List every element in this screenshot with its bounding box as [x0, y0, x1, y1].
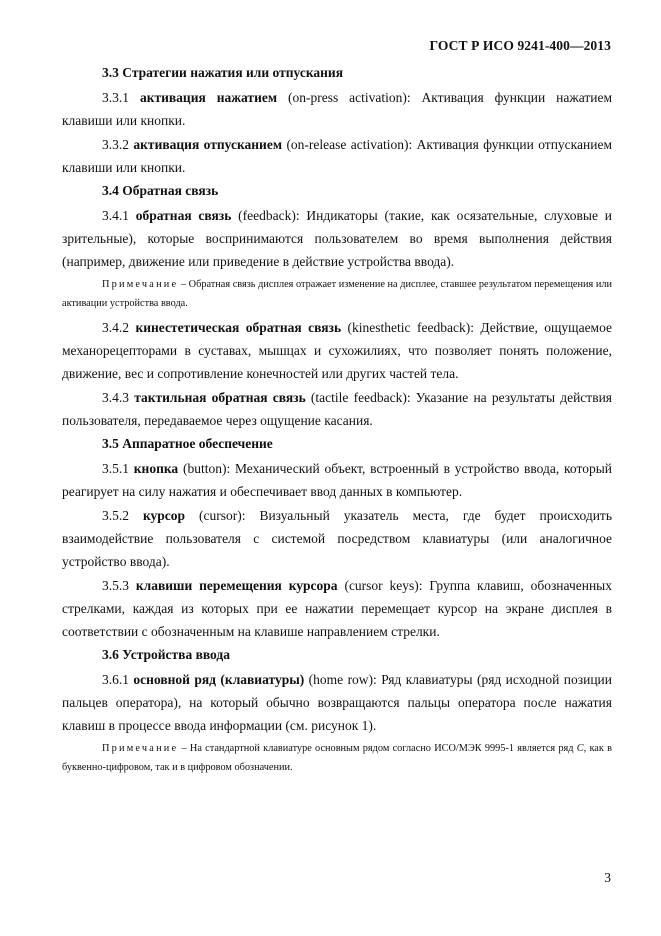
note-label: Примечание [102, 743, 179, 754]
term-definition: (feedback): Индикаторы (такие, как осязательные, слуховые и зрительные), которые воспринимаются пользователем во время выполнения действия (например, движение или приведение в действие устройства ввода). [62, 208, 612, 269]
term-3-4-3 [62, 386, 612, 432]
page-number: 3 [604, 870, 611, 885]
note-text-end: , как в буквенно-цифровом, так и в цифровом обозначении. [62, 743, 612, 773]
term-number: 3.5.3 [102, 578, 129, 593]
term-definition: (home row): Ряд клавиатуры (ряд исходной позиции пальцев оператора), на который обычно возвращаются пальцы оператора после нажатия клавиш в процессе ввода информации (см. рисунок 1). [62, 672, 613, 733]
term-number: 3.3.1 [102, 90, 129, 105]
term-name: кнопка [133, 461, 179, 476]
term-name: клавиши перемещения курсора [135, 578, 338, 593]
term-name: активация отпусканием [133, 137, 283, 152]
note-3-4-1 [62, 275, 612, 313]
term-name: обратная связь [135, 208, 232, 223]
term-number: 3.6.1 [102, 672, 129, 687]
note-text: – На стандартной клавиатуре основным рядом согласно ИСО/МЭК 9995-1 является ряд [178, 743, 577, 754]
page-body [62, 62, 612, 780]
note-3-6-1 [62, 739, 612, 777]
section-heading-3-3: 3.3 Стратегии нажатия или отпускания [102, 65, 344, 80]
term-definition: (kinesthetic feedback): Действие, ощущаемое механорецепторами в суставах, мышцах и сухожилиях, что позволяет понять положение, движение, вес и сопротивление конечностей или других частей тела. [62, 320, 613, 381]
term-definition: (cursor): Визуальный указатель места, где будет происходить взаимодействие пользователя с системой посредством клавиатуры (или аналогичное устройство ввода). [62, 508, 612, 569]
section-heading-3-4: 3.4 Обратная связь [102, 183, 219, 198]
term-number: 3.5.1 [102, 461, 129, 476]
term-definition: (cursor keys): Группа клавиш, обозначенных стрелками, каждая из которых при ее нажатии перемещает курсор на экране дисплея в соответствии с обозначенным на клавише направлением стрелки. [62, 578, 613, 639]
term-3-5-1 [62, 457, 612, 503]
term-3-4-2 [62, 316, 612, 385]
term-number: 3.4.1 [102, 208, 129, 223]
term-name: активация нажатием [139, 90, 278, 105]
term-3-5-3 [62, 574, 612, 643]
section-heading-3-6: 3.6 Устройства ввода [102, 647, 230, 662]
term-number: 3.4.3 [102, 390, 129, 405]
term-number: 3.3.2 [102, 137, 129, 152]
note-label: Примечание [102, 279, 179, 290]
note-row-letter: C [576, 743, 584, 754]
section-heading-3-5: 3.5 Аппаратное обеспечение [102, 436, 273, 451]
term-3-3-2 [62, 133, 612, 179]
term-3-4-1 [62, 204, 612, 273]
term-name: кинестетическая обратная связь [135, 320, 342, 335]
term-name: курсор [142, 508, 186, 523]
term-definition: (on-release activation): Активация функции отпусканием клавиши или кнопки. [62, 137, 612, 175]
term-number: 3.4.2 [102, 320, 129, 335]
term-definition: (tactile feedback): Указание на результаты действия пользователя, передаваемое через ощущение касания. [62, 390, 613, 428]
document-header: ГОСТ Р ИСО 9241-400—2013 [429, 38, 611, 53]
term-definition: (on-press activation): Активация функции нажатием клавиши или кнопки. [62, 90, 612, 128]
term-name: основной ряд (клавиатуры) [133, 672, 305, 687]
term-number: 3.5.2 [102, 508, 129, 523]
term-definition: (button): Механический объект, встроенный в устройство ввода, который реагирует на силу нажатия и обеспечивает ввод данных в компьютер. [62, 461, 612, 499]
term-3-6-1 [62, 668, 612, 737]
term-3-3-1 [62, 86, 612, 132]
term-name: тактильная обратная связь [134, 390, 306, 405]
note-text: – Обратная связь дисплея отражает изменение на дисплее, ставшее результатом перемещения или активации устройства ввода. [62, 279, 612, 309]
term-3-5-2 [62, 504, 612, 573]
